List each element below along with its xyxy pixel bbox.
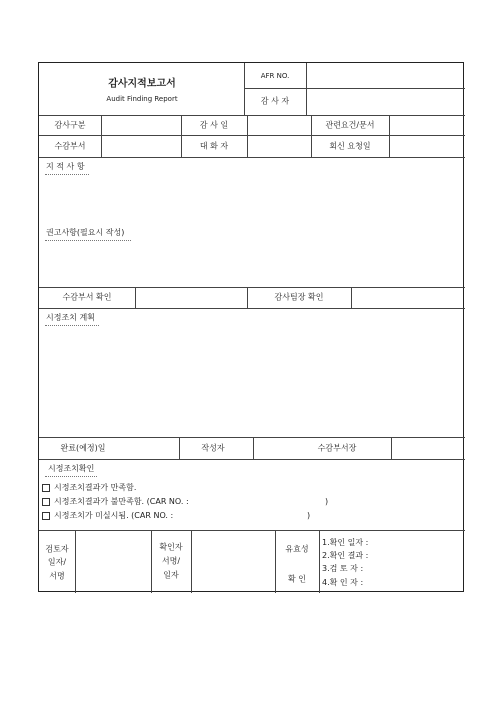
col-line (179, 437, 180, 459)
form-title: 감사지적보고서 (108, 78, 176, 90)
row-line (39, 287, 465, 288)
option-unsatisfied[interactable] (42, 496, 189, 507)
check-result-item: 2.확인 결과 : (322, 551, 369, 560)
col-line (391, 437, 392, 459)
findings-underline (45, 174, 89, 175)
header-row-line (244, 88, 465, 89)
corrective-plan-title: 시정조치 계획 (46, 313, 95, 322)
col-line (181, 115, 182, 157)
option-label: 시정조치결과가 만족함. (54, 483, 137, 492)
close-paren: ) (325, 497, 329, 506)
dept-confirm-label: 수감부서 확인 (62, 292, 112, 302)
dept-confirm-field[interactable] (137, 289, 245, 307)
confirmer-label-3: 일자 (163, 570, 179, 580)
leader-confirm-field[interactable] (353, 289, 461, 307)
audit-type-field[interactable] (103, 117, 179, 134)
row-line (39, 459, 465, 460)
recommendation-underline (45, 240, 131, 241)
row-line (39, 115, 465, 116)
col-line (351, 287, 352, 308)
auditor-field[interactable] (309, 91, 459, 111)
findings-text-area[interactable] (43, 177, 461, 223)
completion-date-field[interactable] (113, 439, 177, 458)
reviewer-field[interactable] (77, 532, 149, 591)
row-line (39, 135, 465, 136)
afr-no-field[interactable] (309, 66, 459, 85)
col-line (247, 115, 248, 157)
row-line (39, 157, 465, 158)
header-divider (244, 63, 245, 115)
confirmer-label-2: 서명/ (161, 556, 181, 566)
col-line (311, 115, 312, 157)
audit-date-field[interactable] (249, 117, 309, 134)
check-date-item: 1.확인 일자 : (322, 538, 369, 547)
corrective-plan-text-area[interactable] (43, 329, 461, 433)
col-line (275, 530, 276, 593)
col-line (75, 530, 76, 593)
option-not-done[interactable] (42, 510, 173, 521)
reviewer-label-3: 서명 (49, 571, 65, 581)
audit-date-label: 감 사 일 (199, 120, 229, 130)
auditee-dept-label: 수감부서 (54, 141, 86, 151)
col-line (151, 530, 152, 593)
option-label: 시정조치결과가 불만족함. (CAR NO. : (54, 497, 189, 506)
corrective-plan-underline (45, 325, 99, 326)
checkbox-icon[interactable] (42, 498, 50, 506)
col-line (389, 115, 390, 157)
checkbox-icon[interactable] (42, 484, 50, 492)
audit-finding-form (38, 62, 464, 592)
col-line (135, 287, 136, 308)
option-satisfied[interactable] (42, 482, 136, 493)
validity-confirm-label: 확 인 (288, 574, 306, 584)
verification-underline (45, 476, 97, 477)
auditee-dept-field[interactable] (103, 137, 179, 156)
col-line (247, 287, 248, 308)
option-label: 시정조치가 미실시됨. (CAR NO. : (54, 511, 174, 520)
audit-type-label: 감사구분 (54, 120, 86, 130)
row-line (39, 308, 465, 309)
form-subtitle: Audit Finding Report (106, 95, 178, 103)
writer-field[interactable] (255, 439, 315, 458)
completion-date-label: 완료(예정)일 (60, 443, 106, 453)
checkbox-icon[interactable] (42, 512, 50, 520)
leader-confirm-label: 감사팀장 확인 (274, 292, 324, 302)
col-line (101, 115, 102, 157)
reviewer-label-2: 일자/ (47, 557, 67, 567)
dept-head-label: 수감부서장 (317, 443, 357, 453)
reply-request-label: 회신 요청일 (329, 141, 371, 151)
afr-no-label: AFR NO. (260, 72, 290, 80)
related-doc-label: 관련요건/문서 (325, 120, 375, 130)
close-paren: ) (307, 511, 311, 520)
validity-label: 유효성 (285, 544, 309, 554)
verification-title: 시정조치확인 (48, 464, 95, 473)
row-line (39, 530, 465, 531)
row-line (39, 437, 465, 438)
confirmer-item: 4.확 인 자 : (322, 578, 364, 587)
header-divider (306, 63, 307, 115)
confirmer-field[interactable] (193, 532, 273, 591)
writer-label: 작성자 (201, 443, 225, 453)
recommendation-text-area[interactable] (43, 243, 461, 283)
interviewee-label: 대 화 자 (199, 141, 229, 151)
reviewer-label-1: 검토자 (45, 544, 69, 554)
reply-request-field[interactable] (391, 137, 461, 156)
dept-head-field[interactable] (393, 439, 461, 458)
auditor-label: 감 사 자 (260, 96, 290, 106)
interviewee-field[interactable] (249, 137, 309, 156)
confirmer-label-1: 확인자 (159, 542, 183, 552)
col-line (191, 530, 192, 593)
col-line (253, 437, 254, 459)
recommendation-title: 권고사항(필요시 작성) (46, 228, 125, 237)
findings-title: 지 적 사 항 (46, 162, 85, 171)
reviewer-item: 3.검 토 자 : (322, 564, 364, 573)
related-doc-field[interactable] (391, 117, 461, 134)
col-line (319, 530, 320, 593)
